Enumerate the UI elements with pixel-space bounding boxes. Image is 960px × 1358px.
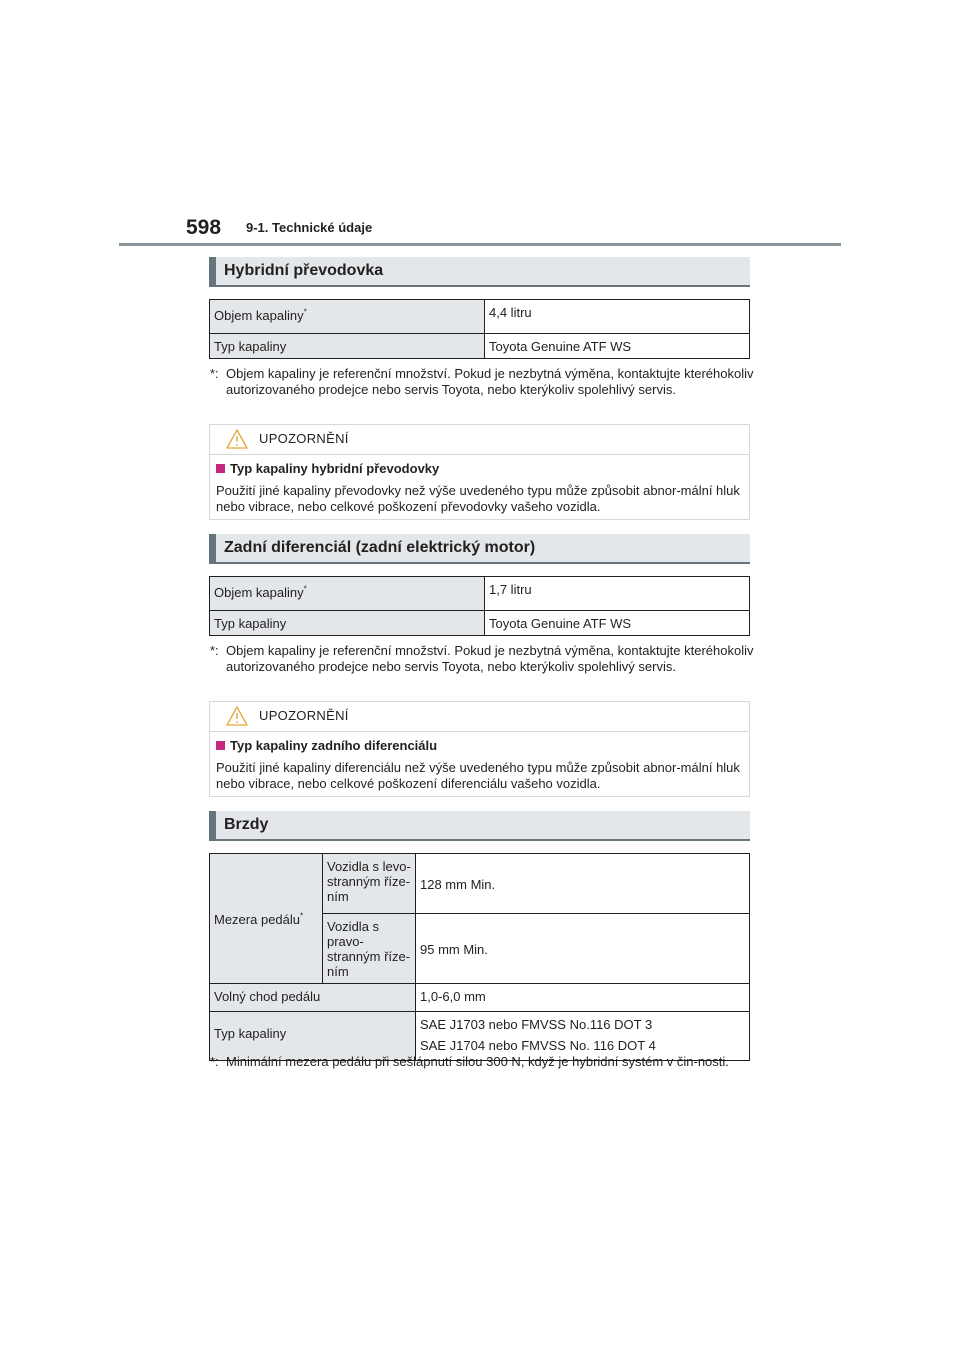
warning-body [210, 455, 749, 523]
square-bullet-icon [216, 464, 225, 473]
warning-label: UPOZORNĚNÍ [259, 431, 349, 446]
table-value: 128 mm Min. [416, 854, 750, 914]
table-row [210, 854, 750, 914]
warning-header [210, 702, 749, 732]
table-label: Mezera pedálu* [210, 854, 323, 984]
warning-text: Použití jiné kapaliny převodovky než výše uvedeného typu může způsobit abnor-mální hluk nebo vibrace, nebo celkové poškození převodovky vašeho vozidla. [216, 483, 740, 514]
table-value: Toyota Genuine ATF WS [485, 334, 750, 359]
table-row [210, 984, 750, 1012]
footnote-mark: *: [210, 366, 219, 381]
warning-box-differential [209, 701, 750, 797]
table-sublabel: Vozidla s levo-stranným říze-ním [323, 854, 416, 914]
warning-subtitle: Typ kapaliny hybridní převodovky [216, 461, 743, 477]
table-row [210, 300, 750, 334]
table-sublabel: Vozidla s pravo-stranným říze-ním [323, 914, 416, 984]
warning-triangle-icon [226, 429, 248, 449]
footnote-mark: *: [210, 1054, 219, 1069]
table-label: Typ kapaliny [210, 334, 485, 359]
table-row [210, 611, 750, 636]
warning-text: Použití jiné kapaliny diferenciálu než výše uvedeného typu může způsobit abnor-mální hluk nebo vibrace, nebo celkové poškození diferenciálu vašeho vozidla. [216, 760, 740, 791]
warning-box-transmission [209, 424, 750, 520]
fluid-spec-line: SAE J1704 nebo FMVSS No. 116 DOT 4 [420, 1038, 656, 1053]
chapter-title: 9-1. Technické údaje [246, 220, 373, 235]
square-bullet-icon [216, 741, 225, 750]
footnote-text: Minimální mezera pedálu při sešlápnutí silou 300 N, když je hybridní systém v čin-nosti. [226, 1054, 729, 1069]
warning-body [210, 732, 749, 800]
footnote-text: Objem kapaliny je referenční množství. Pokud je nezbytná výměna, kontaktujte kteréhokoliv autorizovaného prodejce nebo servis Toyota, nebo kterýkoliv spolehlivý servis. [226, 643, 754, 674]
brakes-table [209, 853, 750, 1061]
footnote-transmission [210, 366, 755, 398]
section-title-transmission: Hybridní převodovka [209, 257, 750, 287]
table-label: Objem kapaliny* [210, 577, 485, 611]
warning-triangle-icon [226, 706, 248, 726]
table-label: Typ kapaliny [210, 611, 485, 636]
footnote-differential [210, 643, 755, 675]
header-divider [119, 243, 841, 246]
footnote-text: Objem kapaliny je referenční množství. Pokud je nezbytná výměna, kontaktujte kteréhokoliv autorizovaného prodejce nebo servis Toyota, nebo kterýkoliv spolehlivý servis. [226, 366, 754, 397]
page-number: 598 [186, 216, 222, 239]
warning-header [210, 425, 749, 455]
table-value: 4,4 litru [485, 300, 750, 334]
table-value: 1,7 litru [485, 577, 750, 611]
warning-subtitle: Typ kapaliny zadního diferenciálu [216, 738, 743, 754]
section-title-differential: Zadní diferenciál (zadní elektrický motor) [209, 534, 750, 564]
differential-table [209, 576, 750, 636]
table-row [210, 577, 750, 611]
section-title-brakes: Brzdy [209, 811, 750, 841]
table-label: Typ kapaliny [210, 1012, 416, 1061]
table-value: 95 mm Min. [416, 914, 750, 984]
table-label: Volný chod pedálu [210, 984, 416, 1012]
fluid-spec-line: SAE J1703 nebo FMVSS No.116 DOT 3 [420, 1017, 653, 1032]
warning-label: UPOZORNĚNÍ [259, 708, 349, 723]
table-value: Toyota Genuine ATF WS [485, 611, 750, 636]
table-value: 1,0-6,0 mm [416, 984, 750, 1012]
table-row [210, 334, 750, 359]
footnote-brakes [210, 1054, 755, 1070]
transmission-table [209, 299, 750, 359]
footnote-mark: *: [210, 643, 219, 658]
table-label: Objem kapaliny* [210, 300, 485, 334]
